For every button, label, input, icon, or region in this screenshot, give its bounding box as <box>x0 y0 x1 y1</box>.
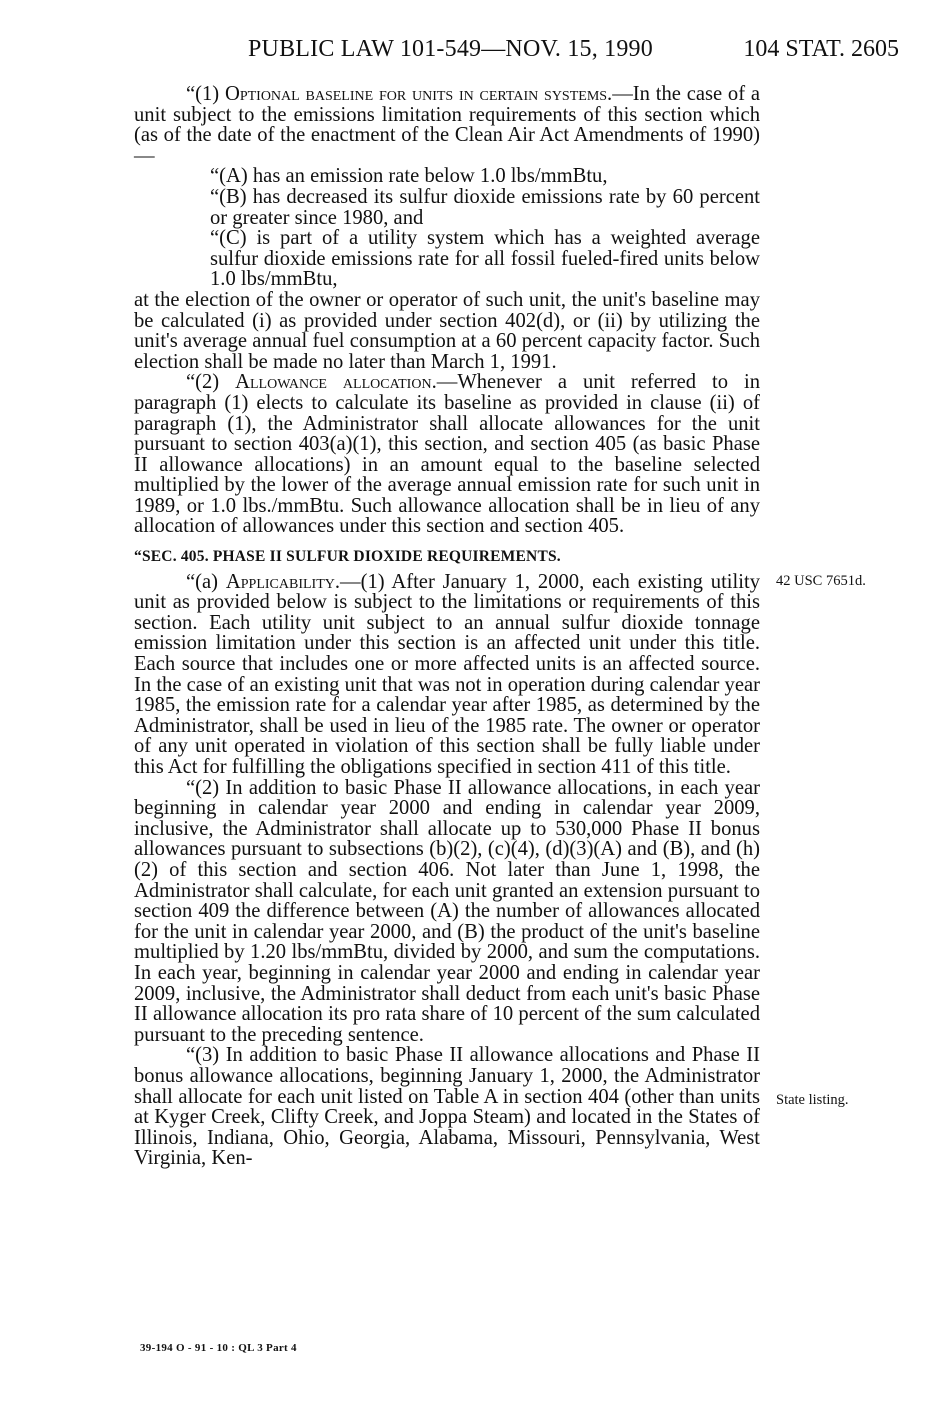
clause-a: “(A) has an emission rate below 1.0 lbs/mmBtu, <box>210 165 608 188</box>
margin-note-usc: 42 USC 7651d. <box>776 573 866 589</box>
subsection-a: “(a) Applicability.—(1) After January 1, 2000, each existing utility unit as provided below is subject to the limitations or requirements of this section. Each utility unit subject to an annual sulfur dioxide tonnage emission limitation under this section is an affected unit under this title. Each source that includes one or more affected units is an affected source. In the case of an existing unit that was not in operation during calendar year 1985, the emission rate for a calendar year after 1985, as determined by the Administrator, shall be used in lieu of the 1985 rate. The owner or operator of any unit operated in violation of this section shall be fully liable under this Act for fulfilling the obligations specified in section 411 of this title. <box>134 570 760 778</box>
print-code: 39-194 O - 91 - 10 : QL 3 Part 4 <box>140 1342 297 1354</box>
paragraph-1: “(1) Optional baseline for units in certain systems.—In the case of a unit subject to the emissions limitation requirements of this section which (as of the date of the enactment of the Clean Air Act Amendments of 1990)— <box>134 83 760 167</box>
body-text <box>134 84 760 1169</box>
paragraph-2: “(2) Allowance allocation.—Whenever a unit referred to in paragraph (1) elects to calculate its baseline as provided in clause (ii) of paragraph (1), the Administrator shall allocate allowances for the unit pursuant to section 403(a)(1), this section, and section 405 (as basic Phase II allowance allocations) in an amount equal to the baseline selected multiplied by the lower of the average annual emission rate for such unit in 1989, or 1.0 lbs./mmBtu. Such allowance allocation shall be in lieu of any allocation of allowances under this section and section 405. <box>134 371 760 538</box>
subsection-a-3: “(3) In addition to basic Phase II allowance allocations and Phase II bonus allowance allocations, beginning January 1, 2000, the Administrator shall allocate for each unit listed on Table A in section 404 (other than units at Kyger Creek, Clifty Creek, and Joppa Steam) and located in the States of Illinois, Indiana, Ohio, Georgia, Alabama, Missouri, Pennsylvania, West Virginia, Ken- <box>134 1044 760 1170</box>
page-header <box>0 36 947 70</box>
clause-b: “(B) has decreased its sulfur dioxide emissions rate by 60 percent or greater since 1980, and <box>210 185 760 229</box>
section-heading: “SEC. 405. PHASE II SULFUR DIOXIDE REQUIREMENTS. <box>134 548 561 566</box>
statute-page-number: 104 STAT. 2605 <box>743 36 899 62</box>
clause-c: “(C) is part of a utility system which has a weighted average sulfur dioxide emissions rate for all fossil fueled-fired units below 1.0 lbs/mmBtu, <box>210 227 760 291</box>
paragraph-1-heading: Optional baseline for units in certain systems. <box>224 83 613 105</box>
running-head: PUBLIC LAW 101-549—NOV. 15, 1990 <box>248 36 653 62</box>
paragraph-2-heading: Allowance allocation. <box>235 371 437 394</box>
margin-note-state-listing: State listing. <box>776 1092 849 1108</box>
subsection-a-2: “(2) In addition to basic Phase II allowance allocations, in each year beginning in calendar year 2000 and ending in calendar year 2009, inclusive, the Administrator shall allocate up to 530,000 Phase II bonus allowances pursuant to subsections (b)(2), (c)(4), (d)(3)(A) and (B), and (h)(2) of this section and section 406. Not later than June 1, 1998, the Administrator shall calculate, for each unit granted an extension pursuant to section 409 the difference between (A) the number of allowances allocated for the unit in calendar year 2000, and (B) the product of the unit's baseline multiplied by 1.20 lbs/mmBtu, divided by 2000, and sum the computations. In each year, beginning in calendar year 2000 and ending in calendar year 2009, inclusive, the Administrator shall deduct from each unit's basic Phase II allowance allocation its pro rata share of 10 percent of the sum calculated pursuant to the preceding sentence. <box>134 776 760 1046</box>
subsection-a-heading: Applicability. <box>225 570 341 593</box>
paragraph-1-continuation: at the election of the owner or operator of such unit, the unit's baseline may be calculated (i) as provided under section 402(d), or (ii) by utilizing the unit's average annual fuel consumption at a 60 percent capacity factor. Such election shall be made no later than March 1, 1991. <box>134 288 760 373</box>
